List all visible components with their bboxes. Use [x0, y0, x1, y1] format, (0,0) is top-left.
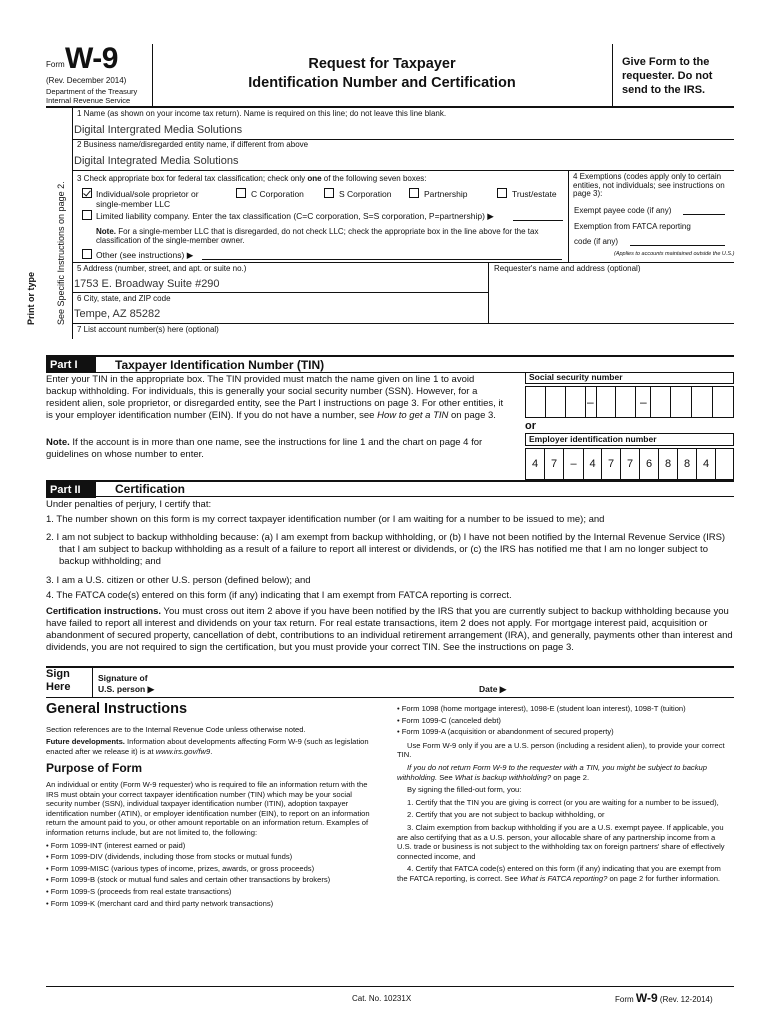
c-corp-label: C Corporation: [251, 189, 304, 199]
certification-item-3: 3. I am a U.S. citizen or other U.S. person (defined below); and: [46, 575, 311, 586]
certify-1: 1. Certify that the TIN you are giving is correct (or you are waiting for a number to be issued),: [407, 797, 719, 807]
ein-digit: 6: [640, 449, 659, 479]
part1-note: Note. If the account is in more than one name, see the instructions for line 1 and the chart on page 4 for guidelines on whose number to enter.: [46, 437, 483, 460]
checkbox-c-corp[interactable]: [236, 188, 246, 198]
line2-label: 2 Business name/disregarded entity name, if different from above: [77, 140, 309, 149]
sign-label: Sign Here: [46, 668, 71, 693]
individual-label-2: single-member LLC: [96, 199, 171, 209]
business-name-field[interactable]: Digital Integrated Media Solutions: [74, 155, 239, 167]
certify-2: 2. Certify that you are not subject to backup withholding, or: [407, 810, 605, 820]
date-field[interactable]: [512, 672, 734, 696]
left-column: [46, 701, 376, 910]
line1-label: 1 Name (as shown on your income tax return). Name is required on this line; do not leave this line blank.: [77, 109, 447, 118]
bullet-item: • Form 1099-MISC (various types of income, prizes, awards, or gross proceeds): [46, 863, 315, 873]
checkbox-individual[interactable]: [82, 188, 92, 198]
ein-digit: 7: [545, 449, 564, 479]
checkbox-partnership[interactable]: [409, 188, 419, 198]
bullet-item: • Form 1099-A (acquisition or abandonment of secured property): [397, 727, 614, 737]
name-field[interactable]: Digital Intergrated Media Solutions: [74, 124, 243, 136]
other-entry-line[interactable]: [202, 259, 562, 260]
footer-form: Form W-9 (Rev. 12-2014): [615, 991, 713, 1005]
certify-3: 3. Claim exemption from backup withholding if you are a U.S. exempt payee. If applicable, you are also certifying that as a U.S. person, your allocable share of any partnership income from a U.S. trade or business is not subject to the withholding tax on foreign partners' share of effectively connected income, and: [397, 822, 725, 861]
city-state-zip-field[interactable]: Tempe, AZ 85282: [74, 308, 161, 320]
part1-title: Taxpayer Identification Number (TIN): [115, 358, 325, 372]
partnership-label: Partnership: [424, 189, 468, 199]
purpose-title: Purpose of Form: [46, 761, 143, 776]
signature-field[interactable]: [165, 672, 475, 696]
address-field[interactable]: 1753 E. Broadway Suite #290: [74, 278, 220, 290]
other-label: Other (see instructions) ▶: [96, 250, 194, 260]
exempt-payee-field[interactable]: [683, 214, 725, 215]
exempt-payee-label: Exempt payee code (if any): [574, 206, 672, 215]
form-title-line2: Identification Number and Certification: [248, 75, 516, 91]
ein-digit: 8: [678, 449, 697, 479]
ein-label: Employer identification number: [525, 433, 734, 446]
ssn-field[interactable]: [525, 386, 734, 418]
general-instructions-title: General Instructions: [46, 701, 188, 717]
form-number: W-9: [65, 42, 118, 75]
form-title-line1: Request for Taxpayer: [308, 56, 456, 72]
or-label: or: [525, 420, 536, 432]
revision-date: (Rev. December 2014): [46, 76, 127, 85]
ein-digit: 8: [659, 449, 678, 479]
line6-label: 6 City, state, and ZIP code: [77, 294, 171, 303]
ssn-dash-2: –: [640, 395, 647, 409]
s-corp-label: S Corporation: [339, 189, 392, 199]
llc-label: Limited liability company. Enter the tax classification (C=C corporation, S=S corporation, P=partnership) ▶: [96, 211, 494, 221]
part1-label: Part I: [46, 357, 96, 373]
by-signing: By signing the filled-out form, you:: [407, 785, 522, 795]
bullet-item: • Form 1099-S (proceeds from real estate transactions): [46, 886, 232, 896]
date-label: Date ▶: [479, 684, 507, 694]
bullet-item: • Form 1099-B (stock or mutual fund sales and certain other transactions by brokers): [46, 875, 331, 885]
certify-4: 4. Certify that FATCA code(s) entered on this form (if any) indicating that you are exempt from the FATCA reporting, is correct. See What is FATCA reporting? on page 2 for further information.: [397, 864, 721, 883]
give-form-note: Give Form to the requester. Do not send to the IRS.: [622, 56, 713, 96]
fatca-label-2: code (if any): [574, 237, 619, 246]
part2-title: Certification: [115, 482, 186, 496]
line5-label: 5 Address (number, street, and apt. or suite no.): [77, 264, 247, 273]
agency: Internal Revenue Service: [46, 96, 131, 105]
use-text: Use Form W-9 only if you are a U.S. person (including a resident alien), to provide your correct TIN.: [397, 740, 725, 760]
bullet-item: • Form 1099-DIV (dividends, including those from stocks or mutual funds): [46, 852, 293, 862]
ein-field[interactable]: [525, 448, 734, 480]
line7-label: 7 List account number(s) here (optional): [77, 325, 219, 334]
ssn-dash-1: –: [587, 395, 594, 409]
individual-label: Individual/sole proprietor or: [96, 189, 199, 199]
side-label-instructions: See Specific Instructions on page 2.: [56, 181, 66, 325]
signature-label: Signature of U.S. person ▶: [98, 673, 155, 694]
part1-instructions: Enter your TIN in the appropriate box. The TIN provided must match the name given on line 1 to avoid backup withholding. For individuals, this is generally your social security number (SSN). However, for a resident alien, sole proprietor, or disregarded entity, see the Part I instructions on page 3. For other entities, it is your employer identification number (EIN). If you do not have a number, see How to get a TIN on page 3.: [46, 374, 504, 421]
checkbox-other[interactable]: [82, 249, 92, 259]
line4-label: 4 Exemptions (codes apply only to certain entities, not individuals; see instructions on page 3):: [573, 172, 725, 199]
checkbox-trust[interactable]: [497, 188, 507, 198]
department: Department of the Treasury: [46, 87, 138, 96]
bullet-item: • Form 1099-K (merchant card and third party network transactions): [46, 898, 274, 908]
ein-digit: 4: [697, 449, 716, 479]
checkbox-s-corp[interactable]: [324, 188, 334, 198]
future-developments: Future developments. Information about developments affecting Form W-9 (such as legislation enacted after we release it) is at www.irs.gov/fw9.: [46, 737, 369, 756]
certification-item-1: 1. The number shown on this form is my correct taxpayer identification number (or I am waiting for a number to be issued to me); and: [46, 514, 605, 525]
ein-digit: 7: [602, 449, 621, 479]
ein-digit: 7: [621, 449, 640, 479]
catalog-number: Cat. No. 10231X: [352, 994, 412, 1003]
purpose-text: An individual or entity (Form W-9 requester) who is required to file an information return with the IRS must obtain your correct taxpayer identification number (TIN) which may be your social security number (SSN), individual taxpayer identification number (ITIN), adoption taxpayer identification number (ATIN), or employer identification number (EIN), to report on an information return the amount paid to you, or other amount reportable on an information return. Examples of information returns include, but are not limited to, the following:: [46, 779, 370, 837]
llc-classification-line[interactable]: [513, 220, 563, 221]
side-label: Print or type: [26, 271, 36, 325]
bullet-item: • Form 1099-C (canceled debt): [397, 715, 501, 725]
ein-dash: –: [570, 458, 577, 470]
checkbox-llc[interactable]: [82, 210, 92, 220]
certification-intro: Under penalties of perjury, I certify that:: [46, 499, 212, 510]
certification-item-4: 4. The FATCA code(s) entered on this form (if any) indicating that I am exempt from FATCA reporting is correct.: [46, 590, 512, 601]
section-references: Section references are to the Internal Revenue Code unless otherwise noted.: [46, 724, 306, 734]
certification-item-2: 2. I am not subject to backup withholding because: (a) I am exempt from backup withholding, or (b) I have not been notified by the Internal Revenue Service (IRS) that I am subject to backup withholding as a result of a failure to report all interest or dividends, or (c) the IRS has notified me that I am no longer subject to backup withholding; and: [46, 532, 726, 567]
fatca-applies-note: (Applies to accounts maintained outside the U.S.): [614, 251, 735, 257]
part2-label: Part II: [46, 482, 96, 498]
llc-note: Note. For a single-member LLC that is disregarded, do not check LLC; check the appropriate box in the line above for the tax classification of the single-member owner.: [96, 227, 539, 245]
certification-instructions: Certification instructions. You must cross out item 2 above if you have been notified by the IRS that you are currently subject to backup withholding because you have failed to report all interest and dividends on your tax return. For real estate transactions, item 2 does not apply. For mortgage interest paid, acquisition or abandonment of secured property, cancellation of debt, contributions to an individual retirement arrangement (IRA), and generally, payments other than interest and dividends, you are not required to sign the certification, but you must provide your correct TIN. See the instructions on page 3.: [46, 606, 733, 653]
trust-label: Trust/estate: [512, 189, 557, 199]
fatca-field[interactable]: [630, 245, 725, 246]
line3-label: 3 Check appropriate box for federal tax classification; check only one of the following seven boxes:: [77, 174, 427, 183]
fatca-label: Exemption from FATCA reporting: [574, 222, 691, 231]
bullet-item: • Form 1098 (home mortgage interest), 1098-E (student loan interest), 1098-T (tuition): [397, 704, 686, 713]
ein-digit: 4: [583, 449, 602, 479]
requester-label: Requester's name and address (optional): [494, 264, 641, 273]
bullet-item: • Form 1099-INT (interest earned or paid): [46, 840, 186, 850]
backup-note: If you do not return Form W-9 to the requester with a TIN, you might be subject to backup withholding. See What is backup withholding? on page 2.: [397, 762, 707, 782]
right-column: [397, 704, 727, 887]
form-label: Form: [46, 60, 65, 69]
ein-digit: 4: [526, 449, 545, 479]
ssn-label: Social security number: [525, 372, 734, 384]
